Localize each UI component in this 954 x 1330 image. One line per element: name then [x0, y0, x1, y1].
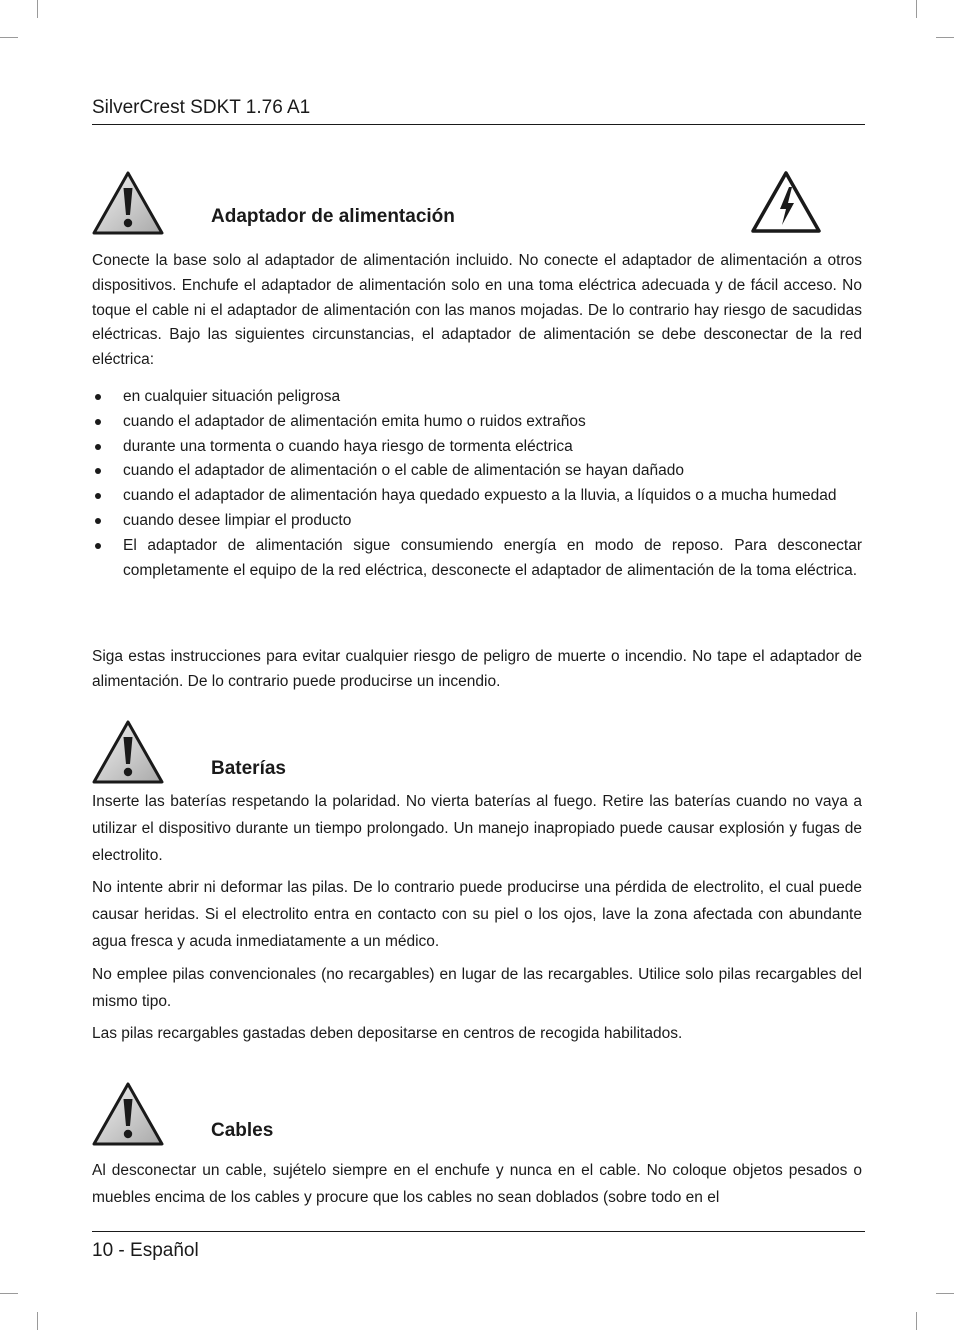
bullet-list: [92, 385, 862, 583]
page-header: [92, 96, 865, 125]
list-item: cuando el adaptador de alimentación o el cable de alimentación se hayan dañado: [92, 459, 862, 484]
crop-mark: [936, 1293, 954, 1294]
crop-mark: [916, 1312, 917, 1330]
paragraph: Inserte las baterías respetando la polaridad. No vierta baterías al fuego. Retire las baterías cuando no vaya a utilizar el dispositivo durante un tiempo prolongado. Un manejo inapropiado puede causar explosión y fugas de electrolito.: [92, 793, 862, 864]
section-power-header: [92, 171, 865, 235]
footer-language: Español: [130, 1240, 199, 1261]
page-footer: [92, 1231, 865, 1263]
section-cables-body: [92, 1158, 862, 1212]
list-item: cuando el adaptador de alimentación haya quedado expuesto a la lluvia, a líquidos o a mucha humedad: [92, 484, 862, 509]
list-item: cuando el adaptador de alimentación emita humo o ruidos extraños: [92, 410, 862, 435]
crop-mark: [0, 37, 18, 38]
list-item: en cualquier situación peligrosa: [92, 385, 862, 410]
paragraph: Conecte la base solo al adaptador de alimentación incluido. No conecte el adaptador de alimentación a otros dispositivos. Enchufe el adaptador de alimentación solo en una toma eléctrica adecuada y de fácil acceso. No toque el cable ni el adaptador de alimentación con las manos mojadas. De lo contrario hay riesgo de sacudidas eléctricas. Bajo las siguientes circunstancias, el adaptador de alimentación se debe desconectar de la red eléctrica:: [92, 252, 862, 369]
section-power-intro: [92, 249, 862, 373]
paragraph: No intente abrir ni deformar las pilas. De lo contrario puede producirse una pérdida de electrolito, el cual puede causar heridas. Si el electrolito entra en contacto con su piel o los ojos, lave la zona afectada con abundante agua fresca y acuda inmediatamente a un médico.: [92, 879, 862, 950]
list-item: durante una tormenta o cuando haya riesgo de tormenta eléctrica: [92, 435, 862, 460]
warning-triangle-icon: [92, 171, 164, 235]
section-title: Adaptador de alimentación: [211, 206, 455, 227]
crop-mark: [916, 0, 917, 18]
footer-separator: -: [113, 1240, 131, 1261]
section-title: Cables: [211, 1120, 274, 1141]
paragraph: No emplee pilas convencionales (no recargables) en lugar de las recargables. Utilice solo pilas recargables del mismo tipo.: [92, 965, 862, 1010]
list-item: El adaptador de alimentación sigue consumiendo energía en modo de reposo. Para desconectar completamente el equipo de la red eléctrica, desconecte el adaptador de alimentación de la toma eléctrica.: [92, 534, 862, 584]
header-title: SilverCrest SDKT 1.76 A1: [92, 97, 311, 118]
section-power-closing: [92, 645, 862, 695]
warning-triangle-icon: [92, 720, 164, 784]
section-cables-header: [92, 1082, 865, 1146]
list-item: cuando desee limpiar el producto: [92, 509, 862, 534]
crop-mark: [936, 37, 954, 38]
warning-triangle-icon: [92, 1082, 164, 1146]
crop-mark: [37, 1312, 38, 1330]
paragraph: Siga estas instrucciones para evitar cualquier riesgo de peligro de muerte o incendio. No tape el adaptador de alimentación. De lo contrario puede producirse un incendio.: [92, 648, 862, 690]
page-number: 10: [92, 1240, 114, 1261]
paragraph: Al desconectar un cable, sujételo siempre en el enchufe y nunca en el cable. No coloque objetos pesados o muebles encima de los cables y procure que los cables no sean doblados (sobre todo en el: [92, 1162, 862, 1206]
section-batteries-body: [92, 789, 862, 1054]
crop-mark: [0, 1293, 18, 1294]
section-batteries-header: [92, 720, 865, 784]
electric-hazard-icon: [751, 171, 821, 233]
paragraph: Las pilas recargables gastadas deben depositarse en centros de recogida habilitados.: [92, 1025, 683, 1043]
section-title: Baterías: [211, 758, 286, 779]
crop-mark: [37, 0, 38, 18]
